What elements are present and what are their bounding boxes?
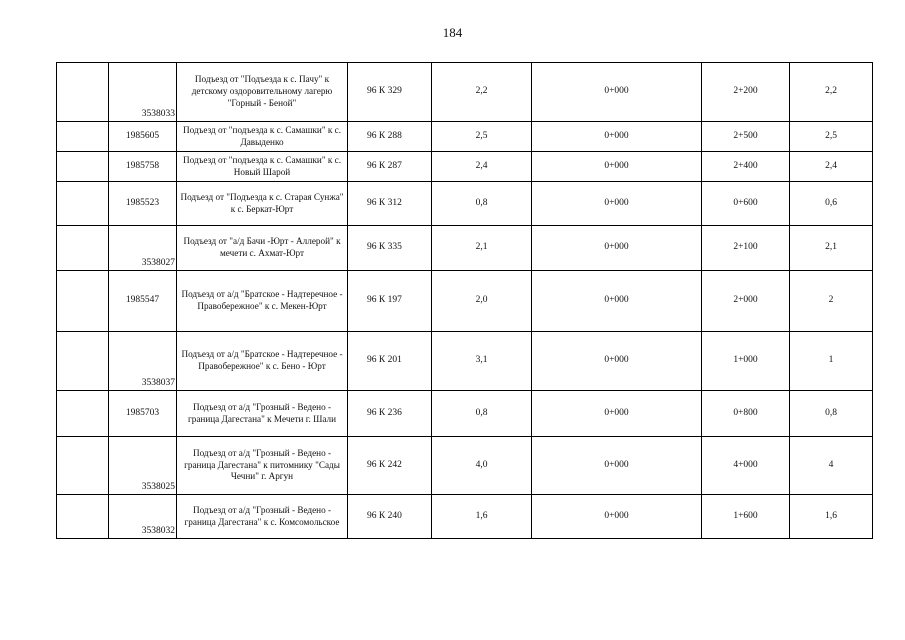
road-name-cell: Подъезд от "а/д Бачи -Юрт - Аллерой" к мечети с. Ахмат-Юрт <box>177 226 348 271</box>
table-row <box>57 152 873 182</box>
start-km-cell: 0+000 <box>532 332 702 391</box>
total-length-cell: 1 <box>790 332 873 391</box>
road-name-cell: Подъезд от "подъезда к с. Самашки" к с. Давыденко <box>177 122 348 152</box>
start-km-cell: 0+000 <box>532 495 702 539</box>
start-km-cell: 0+000 <box>532 182 702 226</box>
road-code-cell: 3538027 <box>109 226 177 271</box>
road-code-cell: 1985605 <box>109 122 177 152</box>
table-body <box>57 63 873 539</box>
road-code-cell: 1985703 <box>109 391 177 437</box>
total-length-cell: 2,5 <box>790 122 873 152</box>
road-index-cell: 96 К 288 <box>348 122 432 152</box>
total-length-cell: 4 <box>790 437 873 495</box>
end-km-cell: 4+000 <box>702 437 790 495</box>
table-row <box>57 437 873 495</box>
road-name-cell: Подъезд от а/д "Грозный - Ведено - граница Дагестана" к Мечети г. Шали <box>177 391 348 437</box>
blank-cell <box>57 332 109 391</box>
road-code-cell: 1985547 <box>109 271 177 332</box>
road-length-cell: 2,4 <box>432 152 532 182</box>
road-code-cell: 3538025 <box>109 437 177 495</box>
start-km-cell: 0+000 <box>532 122 702 152</box>
blank-cell <box>57 271 109 332</box>
road-name-cell: Подъезд от а/д "Грозный - Ведено - граница Дагестана" к питомнику "Сады Чечни" г. Аргун <box>177 437 348 495</box>
road-index-cell: 96 К 287 <box>348 152 432 182</box>
road-length-cell: 2,5 <box>432 122 532 152</box>
total-length-cell: 1,6 <box>790 495 873 539</box>
page-number: 184 <box>442 25 463 40</box>
end-km-cell: 2+000 <box>702 271 790 332</box>
roads-table <box>56 62 873 539</box>
total-length-cell: 0,6 <box>790 182 873 226</box>
road-name-cell: Подъезд от а/д "Грозный - Ведено - граница Дагестана" к с. Комсомольское <box>177 495 348 539</box>
road-length-cell: 4,0 <box>432 437 532 495</box>
total-length-cell: 2,2 <box>790 63 873 122</box>
blank-cell <box>57 226 109 271</box>
road-code-cell: 3538032 <box>109 495 177 539</box>
blank-cell <box>57 437 109 495</box>
blank-cell <box>57 122 109 152</box>
table-row <box>57 391 873 437</box>
end-km-cell: 1+000 <box>702 332 790 391</box>
table-row <box>57 122 873 152</box>
blank-cell <box>57 495 109 539</box>
total-length-cell: 0,8 <box>790 391 873 437</box>
end-km-cell: 1+600 <box>702 495 790 539</box>
road-index-cell: 96 К 329 <box>348 63 432 122</box>
road-length-cell: 3,1 <box>432 332 532 391</box>
start-km-cell: 0+000 <box>532 391 702 437</box>
table-row <box>57 182 873 226</box>
blank-cell <box>57 182 109 226</box>
table-row <box>57 495 873 539</box>
road-name-cell: Подъезд от "подъезда к с. Самашки" к с. Новый Шарой <box>177 152 348 182</box>
road-length-cell: 2,1 <box>432 226 532 271</box>
road-code-cell: 3538037 <box>109 332 177 391</box>
total-length-cell: 2 <box>790 271 873 332</box>
road-index-cell: 96 К 335 <box>348 226 432 271</box>
table-row <box>57 332 873 391</box>
table-row <box>57 63 873 122</box>
start-km-cell: 0+000 <box>532 437 702 495</box>
road-name-cell: Подъезд от "Подъезда к с. Старая Сунжа" к с. Беркат-Юрт <box>177 182 348 226</box>
end-km-cell: 2+500 <box>702 122 790 152</box>
blank-cell <box>57 152 109 182</box>
road-length-cell: 0,8 <box>432 391 532 437</box>
start-km-cell: 0+000 <box>532 226 702 271</box>
road-code-cell: 1985758 <box>109 152 177 182</box>
start-km-cell: 0+000 <box>532 152 702 182</box>
total-length-cell: 2,4 <box>790 152 873 182</box>
blank-cell <box>57 391 109 437</box>
table-row <box>57 226 873 271</box>
start-km-cell: 0+000 <box>532 63 702 122</box>
end-km-cell: 0+800 <box>702 391 790 437</box>
end-km-cell: 2+200 <box>702 63 790 122</box>
road-index-cell: 96 К 242 <box>348 437 432 495</box>
road-index-cell: 96 К 236 <box>348 391 432 437</box>
road-length-cell: 2,0 <box>432 271 532 332</box>
road-length-cell: 0,8 <box>432 182 532 226</box>
table-row <box>57 271 873 332</box>
road-name-cell: Подъезд от а/д "Братское - Надтеречное - Правобережное" к с. Мекен-Юрт <box>177 271 348 332</box>
road-length-cell: 1,6 <box>432 495 532 539</box>
start-km-cell: 0+000 <box>532 271 702 332</box>
road-name-cell: Подъезд от а/д "Братское - Надтеречное - Правобережное" к с. Бено - Юрт <box>177 332 348 391</box>
road-code-cell: 3538033 <box>109 63 177 122</box>
road-index-cell: 96 К 201 <box>348 332 432 391</box>
road-name-cell: Подъезд от "Подъезда к с. Пачу" к детскому оздоровительному лагерю "Горный - Беной" <box>177 63 348 122</box>
end-km-cell: 0+600 <box>702 182 790 226</box>
road-code-cell: 1985523 <box>109 182 177 226</box>
end-km-cell: 2+400 <box>702 152 790 182</box>
end-km-cell: 2+100 <box>702 226 790 271</box>
blank-cell <box>57 63 109 122</box>
total-length-cell: 2,1 <box>790 226 873 271</box>
road-index-cell: 96 К 240 <box>348 495 432 539</box>
road-length-cell: 2,2 <box>432 63 532 122</box>
road-index-cell: 96 К 197 <box>348 271 432 332</box>
road-index-cell: 96 К 312 <box>348 182 432 226</box>
